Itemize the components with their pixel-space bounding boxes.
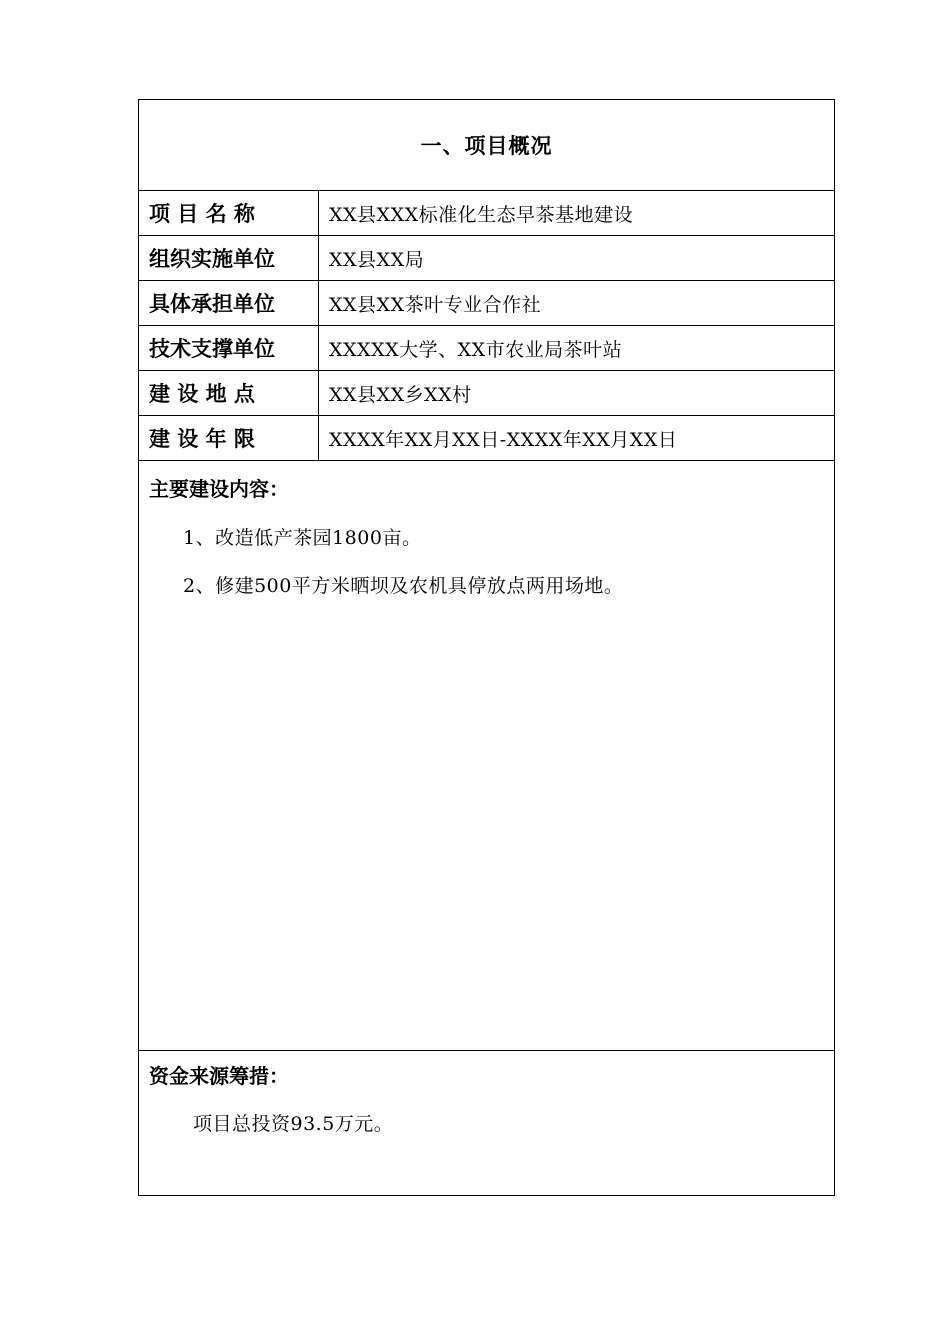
page-title: 一、项目概况 bbox=[420, 134, 553, 158]
label-duration: 建 设 年 限 bbox=[139, 416, 319, 460]
row-technical-support bbox=[139, 326, 834, 371]
label-project-name: 项 目 名 称 bbox=[139, 191, 319, 235]
funding-section bbox=[139, 1051, 834, 1195]
row-organizing-unit bbox=[139, 236, 834, 281]
label-undertaking-unit: 具体承担单位 bbox=[139, 281, 319, 325]
value-technical-support: XXXXX大学、XX市农业局茶叶站 bbox=[329, 338, 623, 361]
value-duration: XXXX年XX月XX日-XXXX年XX月XX日 bbox=[329, 428, 678, 451]
project-overview-table bbox=[138, 99, 835, 1196]
row-project-name bbox=[139, 191, 834, 236]
construction-item: 2、修建500平方米晒坝及农机具停放点两用场地。 bbox=[183, 575, 624, 597]
title-row bbox=[139, 100, 834, 191]
row-duration bbox=[139, 416, 834, 461]
label-organizing-unit: 组织实施单位 bbox=[139, 236, 319, 280]
construction-content-section bbox=[139, 462, 834, 1051]
label-technical-support: 技术支撑单位 bbox=[139, 326, 319, 370]
value-location: XX县XX乡XX村 bbox=[329, 383, 472, 406]
label-location: 建 设 地 点 bbox=[139, 371, 319, 415]
funding-heading: 资金来源筹措： bbox=[149, 1064, 289, 1088]
construction-heading: 主要建设内容： bbox=[149, 477, 289, 501]
value-organizing-unit: XX县XX局 bbox=[329, 248, 425, 271]
value-project-name: XX县XXX标准化生态早茶基地建设 bbox=[329, 203, 634, 226]
value-undertaking-unit: XX县XX茶叶专业合作社 bbox=[329, 293, 542, 316]
funding-text: 项目总投资93.5万元。 bbox=[193, 1113, 394, 1135]
row-undertaking-unit bbox=[139, 281, 834, 326]
construction-item: 1、改造低产茶园1800亩。 bbox=[183, 527, 422, 549]
row-location bbox=[139, 371, 834, 416]
